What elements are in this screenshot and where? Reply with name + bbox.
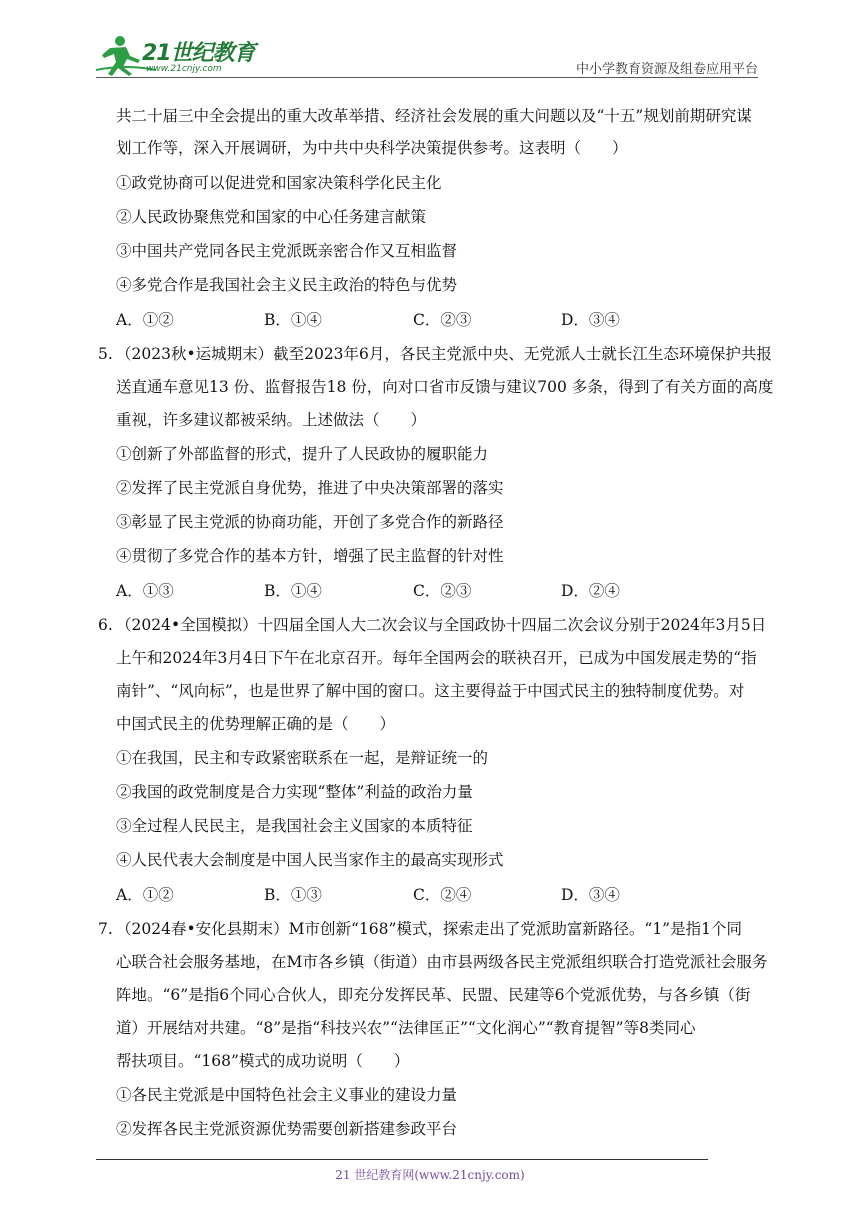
choice-b: B．①③ <box>264 886 322 904</box>
question-stem: 重视，许多建议都被采纳。上述做法（ ） <box>116 411 427 429</box>
question-stem: 送直通车意见13 份、监督报告18 份，向对口省市反馈与建议700 多条，得到了有关方面的高度 <box>116 378 774 396</box>
header-platform-name: 中小学教育资源及组卷应用平台 <box>575 62 758 77</box>
question-stem: 南针”、“风向标”，也是世界了解中国的窗口。这主要得益于中国式民主的独特制度优势。对 <box>116 682 745 700</box>
statement-item: ③中国共产党同各民主党派既亲密合作又互相监督 <box>116 242 458 260</box>
statement-item: ①创新了外部监督的形式，提升了人民政协的履职能力 <box>116 445 489 463</box>
footer-divider <box>96 1159 708 1160</box>
question-stem: 道）开展结对共建。“8”是指“科技兴农”“法律匡正”“文化润心”“教育提智”等8类同心 <box>116 1019 696 1037</box>
choice-d: D．②④ <box>561 582 620 600</box>
statement-item: ②发挥了民主党派自身优势，推进了中央决策部署的落实 <box>116 479 504 497</box>
question-6 <box>98 614 767 636</box>
logo-title: 21世纪教育 <box>142 41 255 66</box>
statement-item: ③全过程人民民主，是我国社会主义国家的本质特征 <box>116 817 473 835</box>
choice-a: A．①② <box>116 311 174 329</box>
choice-d: D．③④ <box>561 311 620 329</box>
statement-item: ①各民主党派是中国特色社会主义事业的建设力量 <box>116 1086 458 1104</box>
header-divider <box>96 77 758 78</box>
statement-item: ②发挥各民主党派资源优势需要创新搭建参政平台 <box>116 1120 458 1138</box>
question-number: 5. <box>98 345 113 363</box>
statement-item: ④贯彻了多党合作的基本方针，增强了民主监督的针对性 <box>116 547 504 565</box>
question-stem: 上午和2024年3月4日下午在北京召开。每年全国两会的联袂召开，已成为中国发展走势的“指 <box>116 649 757 667</box>
statement-item: ④多党合作是我国社会主义民主政治的特色与优势 <box>116 276 458 294</box>
logo-url: www.21cnjy.com <box>146 64 222 74</box>
question-number: 7. <box>98 920 113 938</box>
choice-c: C．②④ <box>413 886 472 904</box>
question-stem: （2023秋•运城期末）截至2023年6月，各民主党派中央、无党派人士就长江生态环境保护共报 <box>116 345 772 363</box>
statement-item: ①在我国，民主和专政紧密联系在一起，是辩证统一的 <box>116 749 489 767</box>
question-stem: （2024春•安化县期末）M市创新“168”模式，探索走出了党派助富新路径。“1”是指1个同 <box>116 920 742 938</box>
question-stem: 帮扶项目。“168”模式的成功说明（ ） <box>116 1052 410 1070</box>
page-footer: 21 世纪教育网(www.21cnjy.com) <box>335 1168 525 1182</box>
statement-item: ①政党协商可以促进党和国家决策科学化民主化 <box>116 174 442 192</box>
statement-item: ④人民代表大会制度是中国人民当家作主的最高实现形式 <box>116 851 504 869</box>
statement-item: ②我国的政党制度是合力实现“整体”利益的政治力量 <box>116 783 473 801</box>
statement-item: ②人民政协聚焦党和国家的中心任务建言献策 <box>116 208 427 226</box>
question-7 <box>98 918 742 940</box>
intro-line: 划工作等，深入开展调研，为中共中央科学决策提供参考。这表明（ ） <box>116 139 628 157</box>
choice-c: C．②③ <box>413 311 472 329</box>
page-header <box>0 0 860 80</box>
choice-c: C．②③ <box>413 582 472 600</box>
question-stem: 心联合社会服务基地，在M市各乡镇（街道）由市县两级各民主党派组织联合打造党派社会服务 <box>116 953 768 971</box>
choice-b: B．①④ <box>264 311 322 329</box>
question-stem: 阵地。“6”是指6个同心合伙人，即充分发挥民革、民盟、民建等6个党派优势，与各乡镇（街 <box>116 986 751 1004</box>
question-number: 6. <box>98 616 113 634</box>
choice-b: B．①④ <box>264 582 322 600</box>
logo <box>96 34 266 78</box>
intro-line: 共二十届三中全会提出的重大改革举措、经济社会发展的重大问题以及“十五”规划前期研究谋 <box>116 107 752 125</box>
statement-item: ③彰显了民主党派的协商功能，开创了多党合作的新路径 <box>116 513 504 531</box>
choice-a: A．①③ <box>116 582 174 600</box>
question-stem: （2024•全国模拟）十四届全国人大二次会议与全国政协十四届二次会议分别于2024年3月5日 <box>116 616 767 634</box>
choice-a: A．①② <box>116 886 174 904</box>
choice-d: D．③④ <box>561 886 620 904</box>
question-stem: 中国式民主的优势理解正确的是（ ） <box>116 715 396 733</box>
question-5 <box>98 343 772 365</box>
